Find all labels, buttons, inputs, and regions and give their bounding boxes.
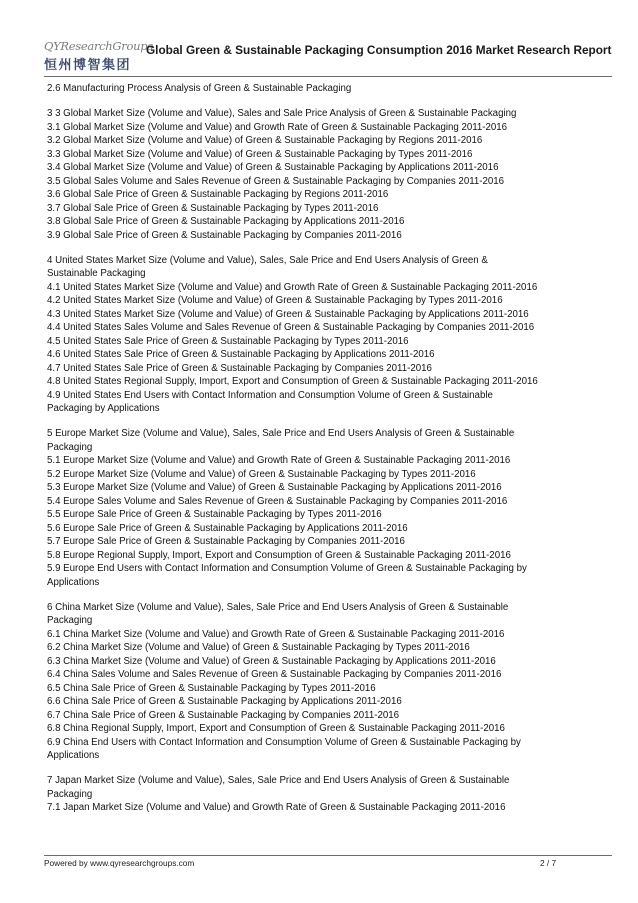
toc-line: 7 Japan Market Size (Volume and Value), Sales, Sale Price and End Users Analysis of Green & Sustainable: [47, 775, 510, 786]
toc-line: 3.1 Global Market Size (Volume and Value) and Growth Rate of Green & Sustainable Packaging 2011-2016: [47, 121, 508, 133]
toc-line: 4.4 United States Sales Volume and Sales Revenue of Green & Sustainable Packaging by Companies 2011-2016: [47, 322, 535, 333]
toc-line: 5.4 Europe Sales Volume and Sales Revenue of Green & Sustainable Packaging by Companies 2011-2016: [47, 495, 508, 507]
toc-line: 5.8 Europe Regional Supply, Import, Export and Consumption of Green & Sustainable Packaging 2011-2016: [47, 549, 511, 561]
toc-line: 4.7 United States Sale Price of Green & Sustainable Packaging by Companies 2011-2016: [47, 362, 432, 374]
toc-line: Packaging: [47, 615, 93, 626]
toc-line: 4.1 United States Market Size (Volume and Value) and Growth Rate of Green & Sustainable Packaging 2011-2016: [47, 281, 538, 293]
toc-line: 5 Europe Market Size (Volume and Value), Sales, Sale Price and End Users Analysis of Green & Sustainable: [47, 428, 515, 439]
toc-line: 6.9 China End Users with Contact Information and Consumption Volume of Green & Sustainable Packaging by: [47, 736, 521, 748]
page-header: [44, 38, 612, 74]
toc-section: [47, 107, 607, 242]
toc-line: Packaging: [47, 441, 93, 453]
table-of-contents: [47, 82, 607, 826]
toc-line: 6.6 China Sale Price of Green & Sustainable Packaging by Applications 2011-2016: [47, 696, 402, 707]
toc-line: Packaging by Applications: [47, 403, 160, 414]
toc-line: Applications: [47, 750, 100, 761]
toc-line: 3.7 Global Sale Price of Green & Sustainable Packaging by Types 2011-2016: [47, 202, 379, 214]
toc-line: 3.8 Global Sale Price of Green & Sustainable Packaging by Applications 2011-2016: [47, 216, 405, 227]
toc-line: 5.9 Europe End Users with Contact Information and Consumption Volume of Green & Sustainable Packaging by: [47, 563, 527, 574]
footer-divider: [44, 855, 612, 856]
toc-line: 6.8 China Regional Supply, Import, Export and Consumption of Green & Sustainable Packaging 2011-2016: [47, 723, 505, 734]
toc-line: 6.5 China Sale Price of Green & Sustainable Packaging by Types 2011-2016: [47, 682, 376, 694]
toc-line: 4.9 United States End Users with Contact Information and Consumption Volume of Green & Sustainable: [47, 389, 493, 401]
logo-chinese-name: 恒州博智集团: [44, 57, 132, 72]
toc-section: [47, 427, 607, 589]
toc-line: 6.2 China Market Size (Volume and Value) of Green & Sustainable Packaging by Types 2011-2016: [47, 642, 470, 653]
toc-section: [47, 254, 607, 416]
toc-line: 3.5 Global Sales Volume and Sales Revenue of Green & Sustainable Packaging by Companies 2011-2016: [47, 175, 505, 187]
toc-line: Packaging: [47, 788, 93, 800]
toc-line: 3.6 Global Sale Price of Green & Sustainable Packaging by Regions 2011-2016: [47, 189, 389, 200]
toc-section: [47, 601, 607, 763]
powered-by-text: Powered by www.qyresearchgroups.com: [44, 858, 195, 868]
toc-line: 6.3 China Market Size (Volume and Value) of Green & Sustainable Packaging by Applications 2011-2016: [47, 655, 496, 667]
report-title: Global Green & Sustainable Packaging Consumption 2016 Market Research Report: [146, 43, 612, 57]
toc-line: 3.9 Global Sale Price of Green & Sustainable Packaging by Companies 2011-2016: [47, 229, 402, 241]
toc-line: 3.3 Global Market Size (Volume and Value) of Green & Sustainable Packaging by Types 2011-2016: [47, 148, 473, 160]
toc-line: Sustainable Packaging: [47, 268, 146, 279]
toc-line: 5.1 Europe Market Size (Volume and Value) and Growth Rate of Green & Sustainable Packaging 2011-2016: [47, 455, 511, 466]
toc-line: 3.2 Global Market Size (Volume and Value) of Green & Sustainable Packaging by Regions 2011-2016: [47, 135, 483, 146]
toc-section: [47, 774, 607, 815]
toc-line: 3 3 Global Market Size (Volume and Value), Sales and Sale Price Analysis of Green & Sustainable Packaging: [47, 108, 517, 119]
toc-line: 5.3 Europe Market Size (Volume and Value) of Green & Sustainable Packaging by Applications 2011-2016: [47, 482, 502, 493]
toc-line: 4.6 United States Sale Price of Green & Sustainable Packaging by Applications 2011-2016: [47, 349, 435, 360]
company-logo: [44, 38, 153, 72]
toc-line: 6.4 China Sales Volume and Sales Revenue of Green & Sustainable Packaging by Companies 2011-2016: [47, 669, 502, 680]
toc-line: 4.2 United States Market Size (Volume and Value) of Green & Sustainable Packaging by Types 2011-2016: [47, 295, 503, 306]
toc-line: 5.7 Europe Sale Price of Green & Sustainable Packaging by Companies 2011-2016: [47, 536, 405, 547]
toc-line: 2.6 Manufacturing Process Analysis of Green & Sustainable Packaging: [47, 83, 352, 94]
toc-line: 4.5 United States Sale Price of Green & Sustainable Packaging by Types 2011-2016: [47, 335, 409, 347]
toc-section: [47, 82, 607, 96]
toc-line: Applications: [47, 576, 100, 588]
toc-line: 6.1 China Market Size (Volume and Value) and Growth Rate of Green & Sustainable Packaging 2011-2016: [47, 628, 505, 640]
toc-line: 6.7 China Sale Price of Green & Sustainable Packaging by Companies 2011-2016: [47, 709, 400, 721]
toc-line: 5.6 Europe Sale Price of Green & Sustainable Packaging by Applications 2011-2016: [47, 522, 408, 534]
logo-wordmark: QYResearchGroups: [44, 39, 153, 53]
toc-line: 7.1 Japan Market Size (Volume and Value) and Growth Rate of Green & Sustainable Packaging 2011-2016: [47, 802, 506, 813]
toc-line: 4 United States Market Size (Volume and Value), Sales, Sale Price and End Users Analysis of Green &: [47, 254, 488, 266]
toc-line: 5.5 Europe Sale Price of Green & Sustainable Packaging by Types 2011-2016: [47, 509, 382, 520]
toc-line: 3.4 Global Market Size (Volume and Value) of Green & Sustainable Packaging by Applications 2011-2016: [47, 162, 499, 173]
toc-line: 4.8 United States Regional Supply, Import, Export and Consumption of Green & Sustainable Packaging 2011-2016: [47, 376, 538, 387]
toc-line: 4.3 United States Market Size (Volume and Value) of Green & Sustainable Packaging by Applications 2011-2016: [47, 308, 529, 320]
page-number: 2 / 7: [540, 858, 557, 868]
header-divider: [44, 76, 612, 77]
toc-line: 5.2 Europe Market Size (Volume and Value) of Green & Sustainable Packaging by Types 2011-2016: [47, 468, 476, 480]
toc-line: 6 China Market Size (Volume and Value), Sales, Sale Price and End Users Analysis of Green & Sustainable: [47, 601, 509, 613]
